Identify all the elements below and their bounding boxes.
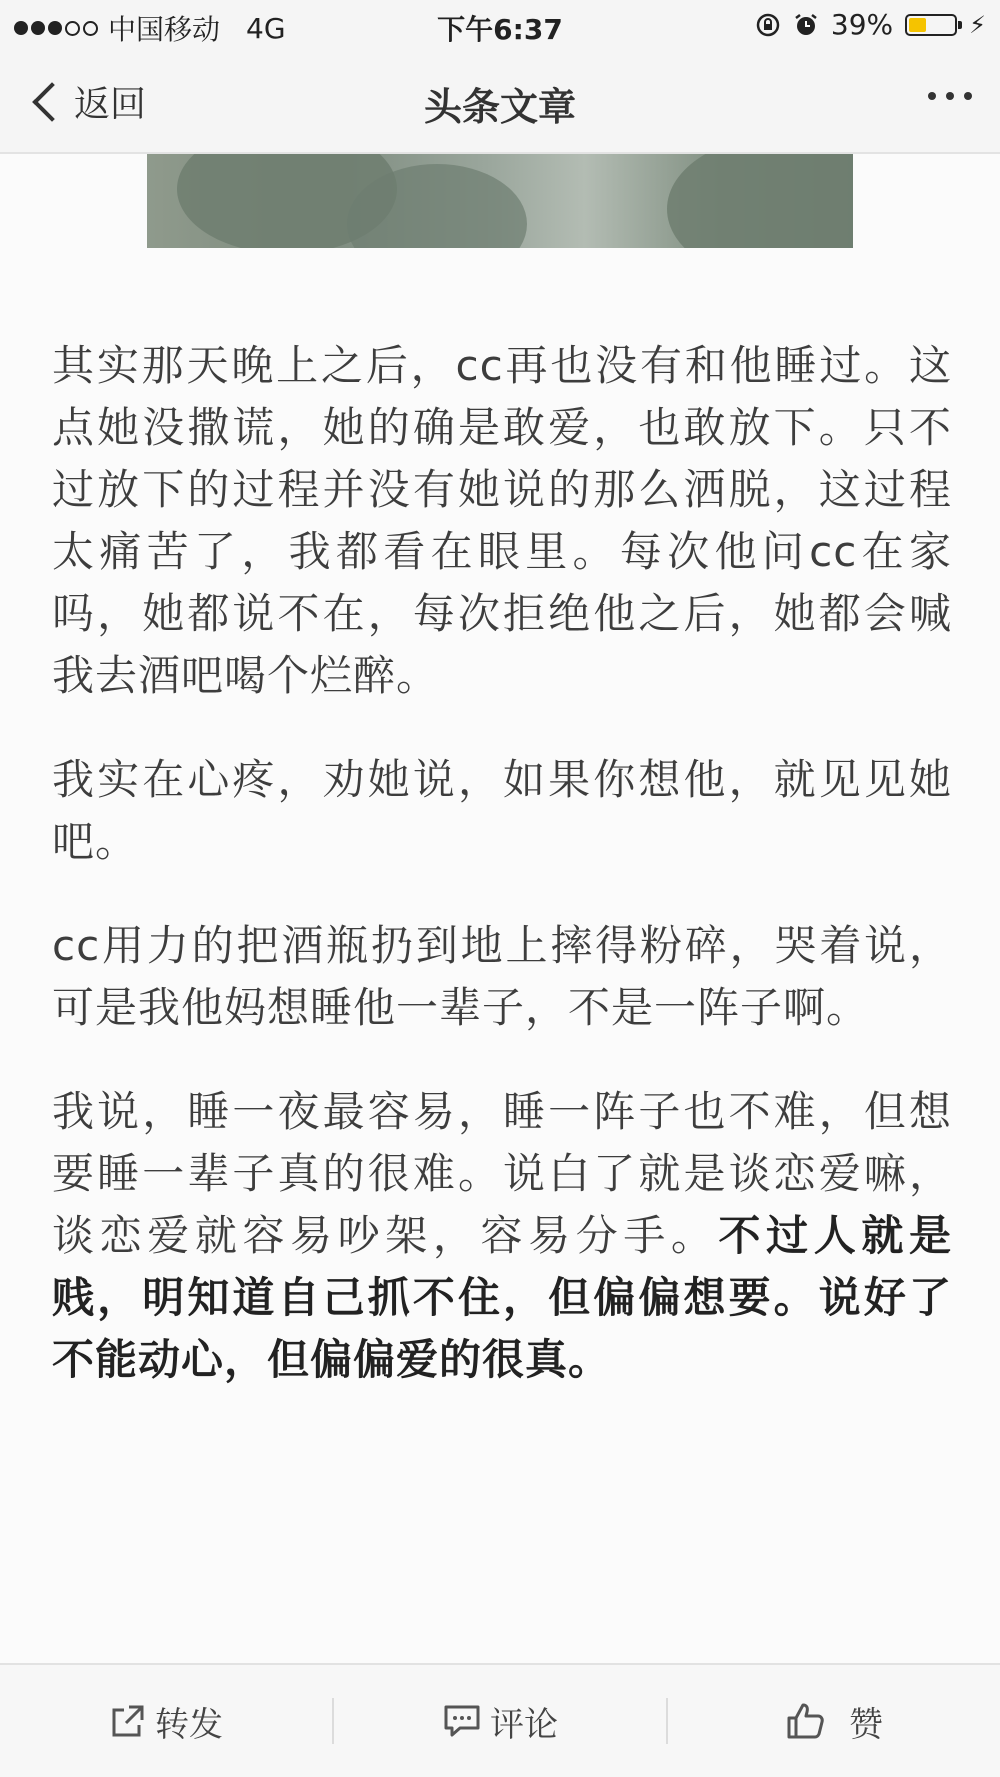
article-paragraph: 我实在心疼，劝她说，如果你想他，就见见她吧。 (52, 755, 952, 866)
page-title: 头条文章 (423, 85, 576, 129)
more-options-icon[interactable] (928, 92, 972, 100)
comment-label: 评论 (490, 1704, 558, 1745)
article-paragraph: 其实那天晚上之后，cc再也没有和他睡过。这点她没撒谎，她的确是敢爱，也敢放下。只不过放下的过程并没有她说的那么洒脱，这过程太痛苦了，我都看在眼里。每次他问cc在家吗，她都说不在，每次拒绝他之后，她都会喊我去酒吧喝个烂醉。 (52, 341, 952, 700)
forward-button[interactable] (0, 1697, 332, 1746)
alarm-icon (793, 12, 819, 38)
bottom-toolbar (0, 1663, 1000, 1777)
thumbs-up-icon (785, 1701, 827, 1741)
share-icon (109, 1702, 147, 1740)
article-image (147, 154, 853, 248)
article-body (52, 335, 952, 1433)
nav-bar (0, 50, 1000, 154)
article-paragraph: cc用力的把酒瓶扔到地上摔得粉碎，哭着说，可是我他妈想睡他一辈子，不是一阵子啊。 (52, 921, 952, 1032)
forward-label: 转发 (155, 1704, 223, 1745)
status-bar (0, 0, 1000, 50)
comment-icon (442, 1702, 482, 1740)
charging-bolt-icon: ⚡ (969, 10, 986, 39)
carrier-name: 中国移动 (108, 13, 221, 46)
article-paragraph (52, 1081, 952, 1391)
paragraph-bold-text: 不过人就是贱，明知道自己抓不住，但偏偏想要。说好了不能动心，但偏偏爱的很真。 (52, 1211, 952, 1384)
like-button[interactable] (668, 1697, 1000, 1746)
paragraph-text: 我说，睡一夜最容易，睡一阵子也不难，但想要睡一辈子真的很难。说白了就是谈恋爱嘛，谈恋爱就容易吵架，容易分手。 (52, 1087, 952, 1260)
network-type: 4G (246, 11, 286, 45)
rotation-lock-icon (755, 12, 781, 38)
back-label: 返回 (74, 84, 147, 125)
battery-icon (905, 14, 957, 36)
battery-percent: 39% (830, 8, 894, 41)
like-label: 赞 (849, 1704, 883, 1745)
status-time: 下午6:37 (437, 13, 563, 46)
status-right (755, 8, 986, 41)
comment-button[interactable] (334, 1697, 666, 1746)
battery-fill (909, 18, 926, 32)
